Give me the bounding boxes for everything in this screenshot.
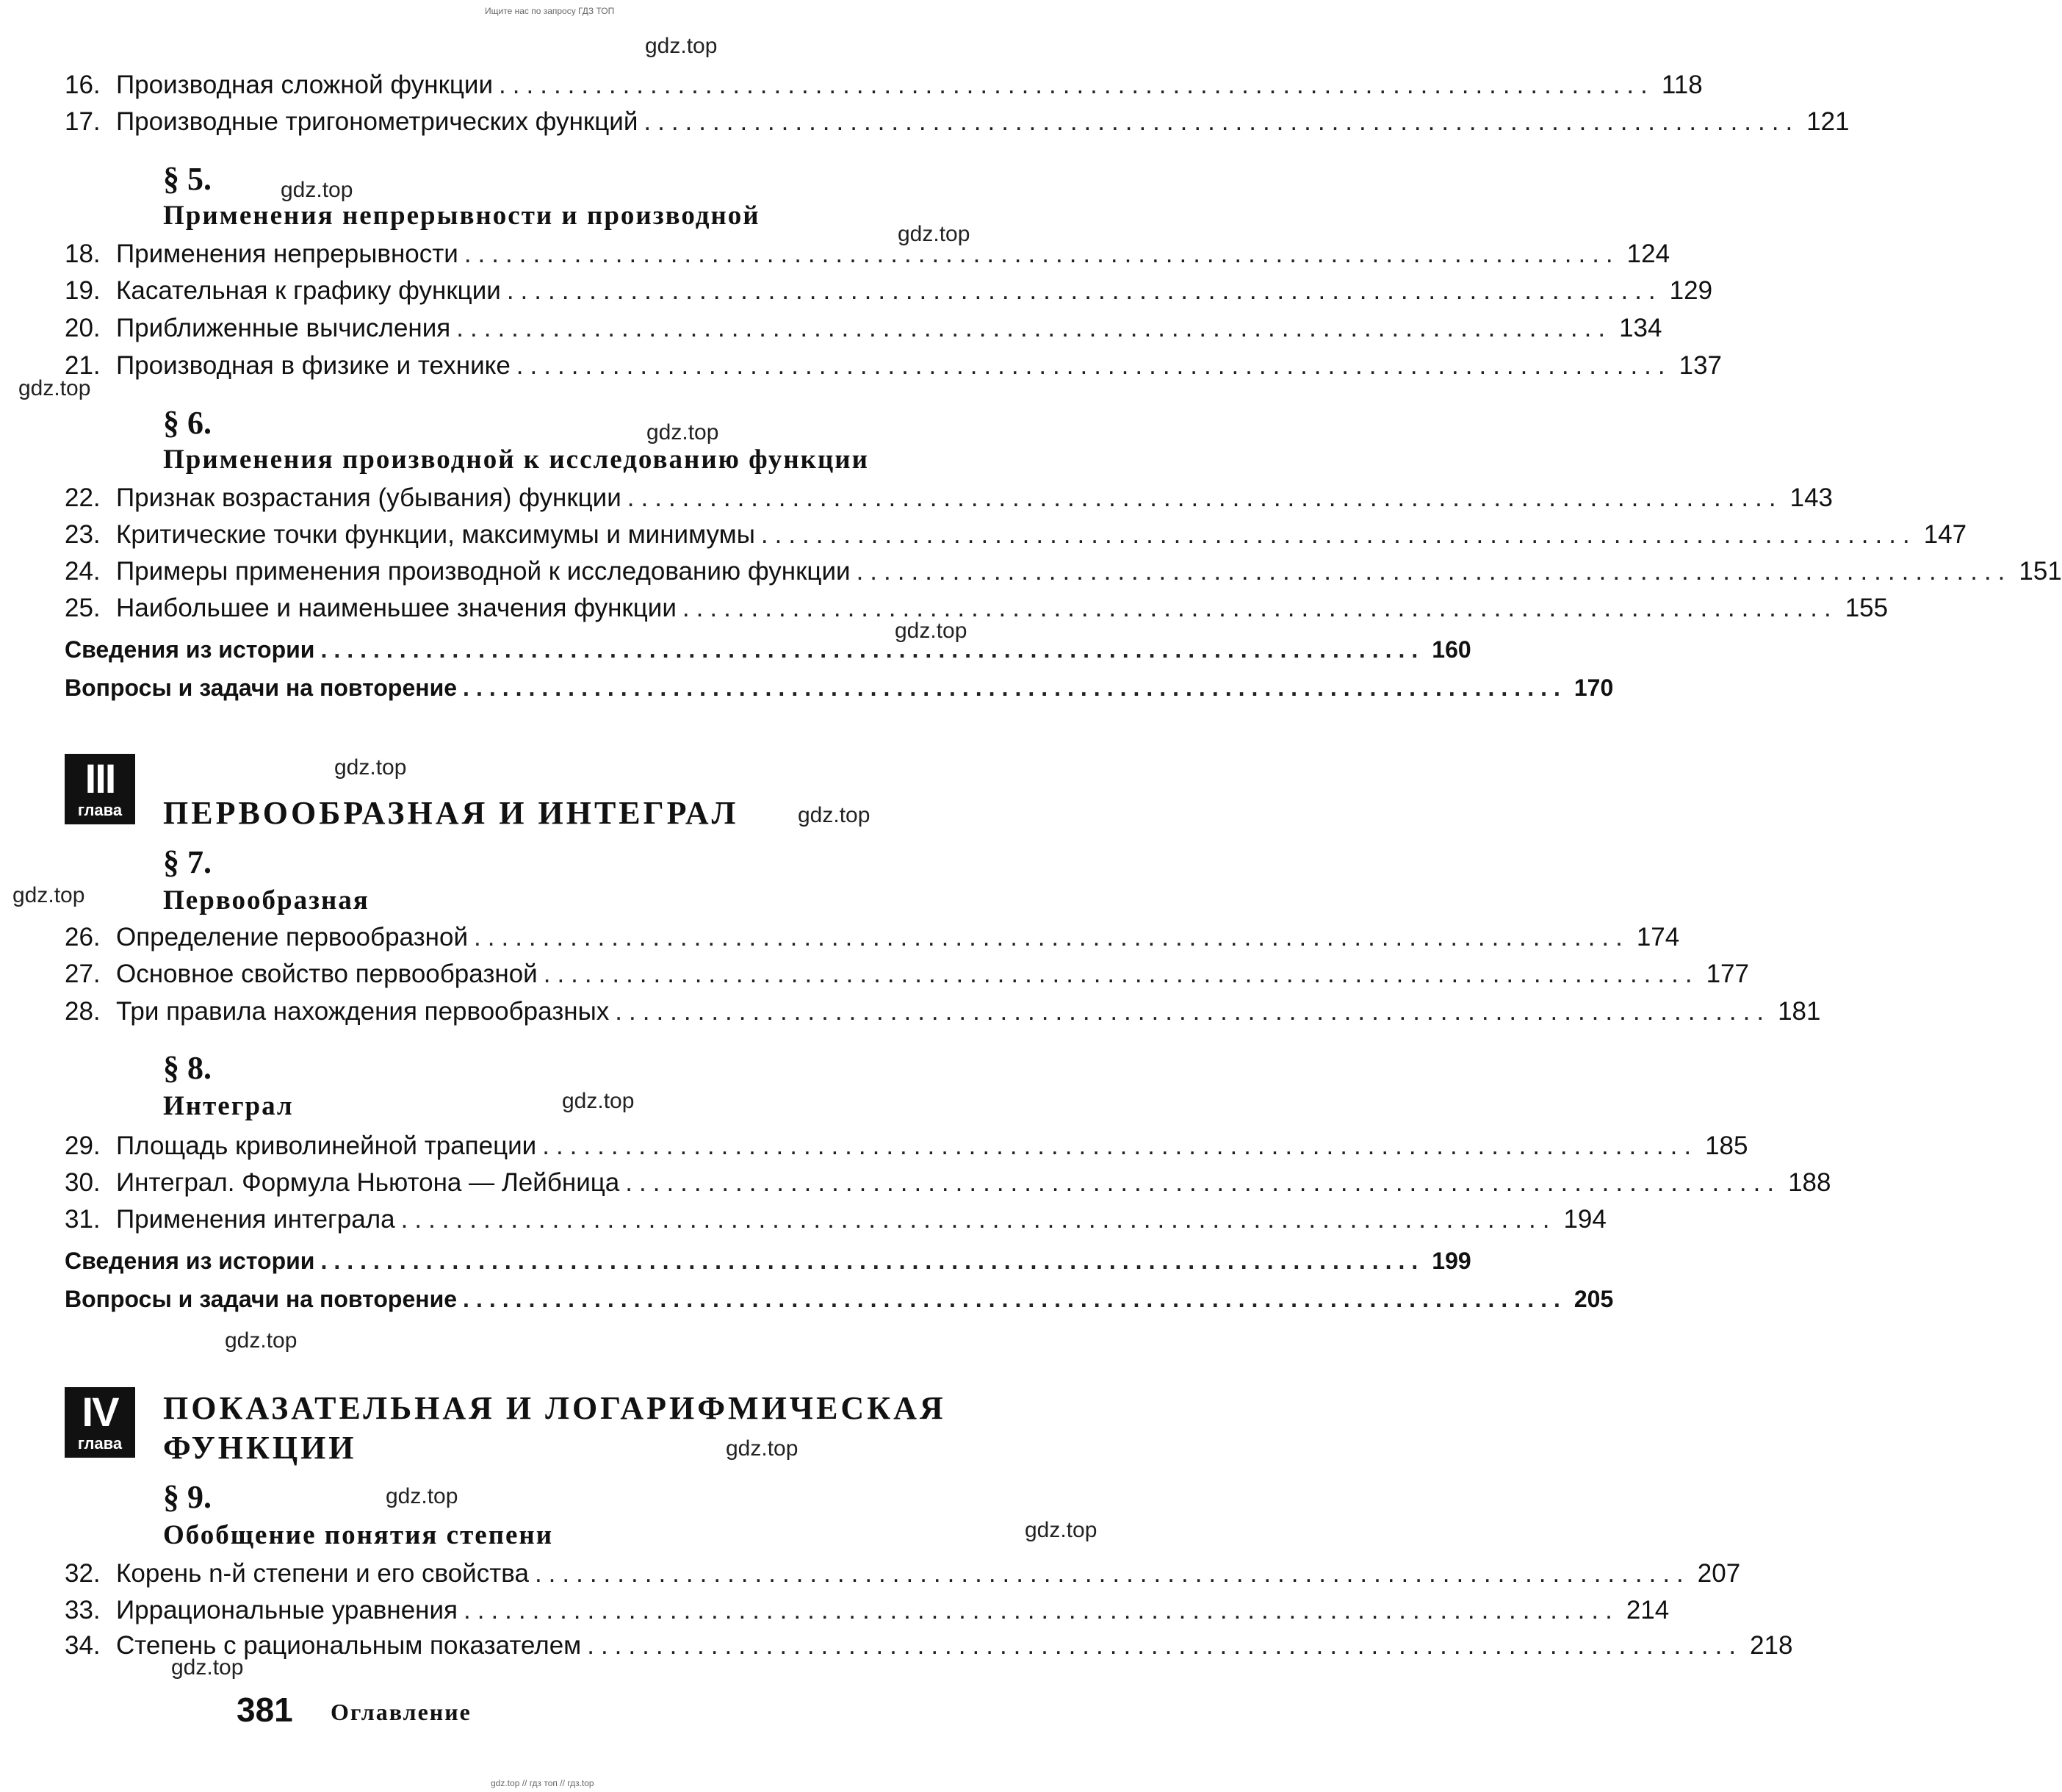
toc-review-1[interactable] xyxy=(65,674,1614,707)
entry-title: Степень с рациональным показателем xyxy=(116,1631,582,1660)
toc-entry-31[interactable] xyxy=(65,1205,1607,1237)
dot-leader: .................................................................................... xyxy=(627,483,1783,512)
watermark: gdz.top xyxy=(171,1655,244,1680)
entry-number: 30. xyxy=(65,1168,101,1197)
dot-leader: .................................................................................... xyxy=(320,636,1425,663)
entry-number: 34. xyxy=(65,1631,101,1660)
paragraph-number-6: § 6. xyxy=(163,405,212,441)
toc-entry-28[interactable] xyxy=(65,997,1821,1029)
chapter-roman: III xyxy=(84,755,115,802)
entry-number: 16. xyxy=(65,71,101,99)
paragraph-title-9: Обобщение понятия степени xyxy=(163,1520,554,1550)
watermark: gdz.top xyxy=(225,1328,298,1353)
watermark: gdz.top xyxy=(386,1484,458,1508)
toc-entry-27[interactable] xyxy=(65,960,1749,992)
paragraph-title-8: Интеграл xyxy=(163,1091,294,1121)
toc-entry-19[interactable] xyxy=(65,276,1713,309)
entry-title: Площадь криволинейной трапеции xyxy=(116,1131,537,1160)
toc-entry-20[interactable] xyxy=(65,314,1662,346)
entry-title: Три правила нахождения первообразных xyxy=(116,997,610,1026)
toc-entry-24[interactable] xyxy=(65,557,2062,589)
dot-leader: .................................................................................... xyxy=(625,1168,1781,1197)
toc-entry-32[interactable] xyxy=(65,1559,1741,1591)
entry-page: 151 xyxy=(2019,557,2062,586)
dot-leader: .................................................................................... xyxy=(516,351,1672,380)
entry-page: 124 xyxy=(1626,240,1670,268)
toc-entry-16[interactable] xyxy=(65,71,1703,103)
entry-page: 147 xyxy=(1923,520,1967,549)
entry-page: 199 xyxy=(1432,1248,1471,1274)
entry-page: 174 xyxy=(1636,923,1680,951)
entry-page: 185 xyxy=(1705,1131,1748,1160)
entry-page: 194 xyxy=(1563,1205,1607,1234)
watermark: gdz.top xyxy=(281,178,353,202)
entry-number: 18. xyxy=(65,240,101,268)
entry-title: Определение первообразной xyxy=(116,923,469,951)
entry-title: Вопросы и задачи на повторение xyxy=(65,1286,458,1312)
watermark: gdz.top xyxy=(18,376,91,400)
dot-leader: .................................................................................... xyxy=(543,960,1699,988)
dot-leader: .................................................................................... xyxy=(534,1559,1690,1588)
paragraph-title-7: Первообразная xyxy=(163,885,369,915)
entry-number: 31. xyxy=(65,1205,101,1234)
entry-page: 121 xyxy=(1806,107,1850,136)
entry-page: 170 xyxy=(1573,674,1614,701)
paragraph-number-9: § 9. xyxy=(163,1479,212,1515)
chapter-badge-4 xyxy=(65,1387,135,1458)
watermark: gdz.top xyxy=(12,883,85,907)
watermark: gdz.top xyxy=(895,619,967,643)
toc-entry-22[interactable] xyxy=(65,483,1834,516)
toc-entry-34[interactable] xyxy=(65,1631,1793,1663)
entry-page: 181 xyxy=(1778,997,1821,1026)
toc-entry-25[interactable] xyxy=(65,594,1889,626)
dot-leader: .................................................................................... xyxy=(499,71,1654,99)
running-footer-label: Оглавление xyxy=(331,1699,472,1725)
dot-leader: .................................................................................... xyxy=(587,1631,1743,1660)
entry-title: Применения интеграла xyxy=(116,1205,395,1234)
entry-page: 207 xyxy=(1697,1559,1741,1588)
entry-page: 134 xyxy=(1619,314,1662,342)
watermark: gdz.top xyxy=(1025,1518,1097,1542)
dot-leader: .................................................................................... xyxy=(682,594,1838,622)
entry-page: 155 xyxy=(1845,594,1889,622)
entry-title: Интеграл. Формула Ньютона — Лейбница xyxy=(116,1168,620,1197)
watermark: gdz.top xyxy=(898,222,970,246)
toc-entry-30[interactable] xyxy=(65,1168,1831,1201)
entry-page: 218 xyxy=(1750,1631,1793,1660)
paragraph-title-5: Применения непрерывности и производной xyxy=(163,201,760,231)
entry-number: 20. xyxy=(65,314,101,342)
chapter-roman: IV xyxy=(82,1389,118,1435)
entry-title: Иррациональные уравнения xyxy=(116,1596,458,1624)
entry-title: Производная сложной функции xyxy=(116,71,494,99)
entry-number: 23. xyxy=(65,520,101,549)
entry-title: Основное свойство первообразной xyxy=(116,960,538,988)
toc-entry-21[interactable] xyxy=(65,351,1723,384)
chapter-title-3: ПЕРВООБРАЗНАЯ И ИНТЕГРАЛ xyxy=(163,795,739,831)
entry-title: Критические точки функции, максимумы и минимумы xyxy=(116,520,755,549)
dot-leader: .................................................................................... xyxy=(542,1131,1698,1160)
entry-number: 28. xyxy=(65,997,101,1026)
entry-title: Примеры применения производной к исследованию функции xyxy=(116,557,851,586)
toc-entry-33[interactable] xyxy=(65,1596,1670,1628)
page-number: 381 xyxy=(237,1691,293,1729)
footer-note: gdz.top // гдз топ // гдз.top xyxy=(491,1778,594,1788)
toc-history-2[interactable] xyxy=(65,1248,1471,1280)
entry-page: 137 xyxy=(1679,351,1723,380)
entry-page: 205 xyxy=(1573,1286,1614,1312)
dot-leader: .................................................................................... xyxy=(615,997,1771,1026)
dot-leader: .................................................................................... xyxy=(463,674,1567,701)
dot-leader: .................................................................................... xyxy=(463,1286,1567,1312)
dot-leader: .................................................................................... xyxy=(760,520,1917,549)
entry-title: Сведения из истории xyxy=(65,1248,315,1274)
watermark: gdz.top xyxy=(334,755,407,780)
entry-page: 188 xyxy=(1788,1168,1831,1197)
paragraph-number-7: § 7. xyxy=(163,844,212,880)
toc-entry-26[interactable] xyxy=(65,923,1680,955)
entry-number: 29. xyxy=(65,1131,101,1160)
watermark: gdz.top xyxy=(645,34,718,58)
header-note: Ищите нас по запросу ГДЗ ТОП xyxy=(485,6,615,16)
chapter-label: глава xyxy=(77,1434,123,1453)
watermark: gdz.top xyxy=(646,420,719,445)
entry-page: 129 xyxy=(1669,276,1713,305)
entry-title: Корень n-й степени и его свойства xyxy=(116,1559,529,1588)
dot-leader: .................................................................................... xyxy=(320,1248,1425,1274)
dot-leader: .................................................................................... xyxy=(400,1205,1557,1234)
chapter-title-4-line1: ПОКАЗАТЕЛЬНАЯ И ЛОГАРИФМИЧЕСКАЯ xyxy=(163,1390,946,1426)
entry-title: Применения непрерывности xyxy=(116,240,458,268)
watermark: gdz.top xyxy=(562,1089,635,1113)
toc-review-2[interactable] xyxy=(65,1286,1614,1318)
entry-number: 24. xyxy=(65,557,101,586)
entry-title: Производные тригонометрических функций xyxy=(116,107,638,136)
entry-page: 118 xyxy=(1661,71,1703,99)
entry-number: 22. xyxy=(65,483,101,512)
entry-title: Признак возрастания (убывания) функции xyxy=(116,483,621,512)
chapter-label: глава xyxy=(77,801,123,819)
entry-title: Сведения из истории xyxy=(65,636,315,663)
entry-page: 143 xyxy=(1789,483,1834,512)
watermark: gdz.top xyxy=(726,1436,799,1461)
paragraph-number-5: § 5. xyxy=(163,161,212,197)
dot-leader: .................................................................................... xyxy=(474,923,1629,951)
entry-number: 26. xyxy=(65,923,101,951)
entry-number: 32. xyxy=(65,1559,101,1588)
toc-entry-17[interactable] xyxy=(65,107,1850,140)
entry-page: 160 xyxy=(1432,636,1471,663)
dot-leader: .................................................................................... xyxy=(456,314,1612,342)
toc-entry-29[interactable] xyxy=(65,1131,1748,1164)
chapter-badge-3 xyxy=(65,754,135,824)
dot-leader: .................................................................................... xyxy=(856,557,2012,586)
entry-number: 21. xyxy=(65,351,101,380)
entry-number: 27. xyxy=(65,960,101,988)
entry-title: Наибольшее и наименьшее значения функции xyxy=(116,594,677,622)
entry-number: 19. xyxy=(65,276,101,305)
toc-entry-23[interactable] xyxy=(65,520,1967,553)
dot-leader: .................................................................................... xyxy=(506,276,1662,305)
toc-entry-18[interactable] xyxy=(65,240,1670,272)
entry-page: 214 xyxy=(1626,1596,1670,1624)
entry-title: Приближенные вычисления xyxy=(116,314,451,342)
entry-title: Вопросы и задачи на повторение xyxy=(65,674,458,701)
entry-number: 33. xyxy=(65,1596,101,1624)
entry-number: 17. xyxy=(65,107,101,136)
chapter-title-4-line2: ФУНКЦИИ xyxy=(163,1430,357,1466)
entry-page: 177 xyxy=(1706,960,1749,988)
dot-leader: .................................................................................... xyxy=(464,1596,1619,1624)
dot-leader: .................................................................................... xyxy=(464,240,1620,268)
entry-title: Производная в физике и технике xyxy=(116,351,511,380)
paragraph-title-6: Применения производной к исследованию функции xyxy=(163,445,869,475)
entry-title: Касательная к графику функции xyxy=(116,276,501,305)
paragraph-number-8: § 8. xyxy=(163,1050,212,1086)
dot-leader: .................................................................................... xyxy=(644,107,1800,136)
toc-history-1[interactable] xyxy=(65,636,1471,669)
entry-number: 25. xyxy=(65,594,101,622)
watermark: gdz.top xyxy=(798,803,870,827)
